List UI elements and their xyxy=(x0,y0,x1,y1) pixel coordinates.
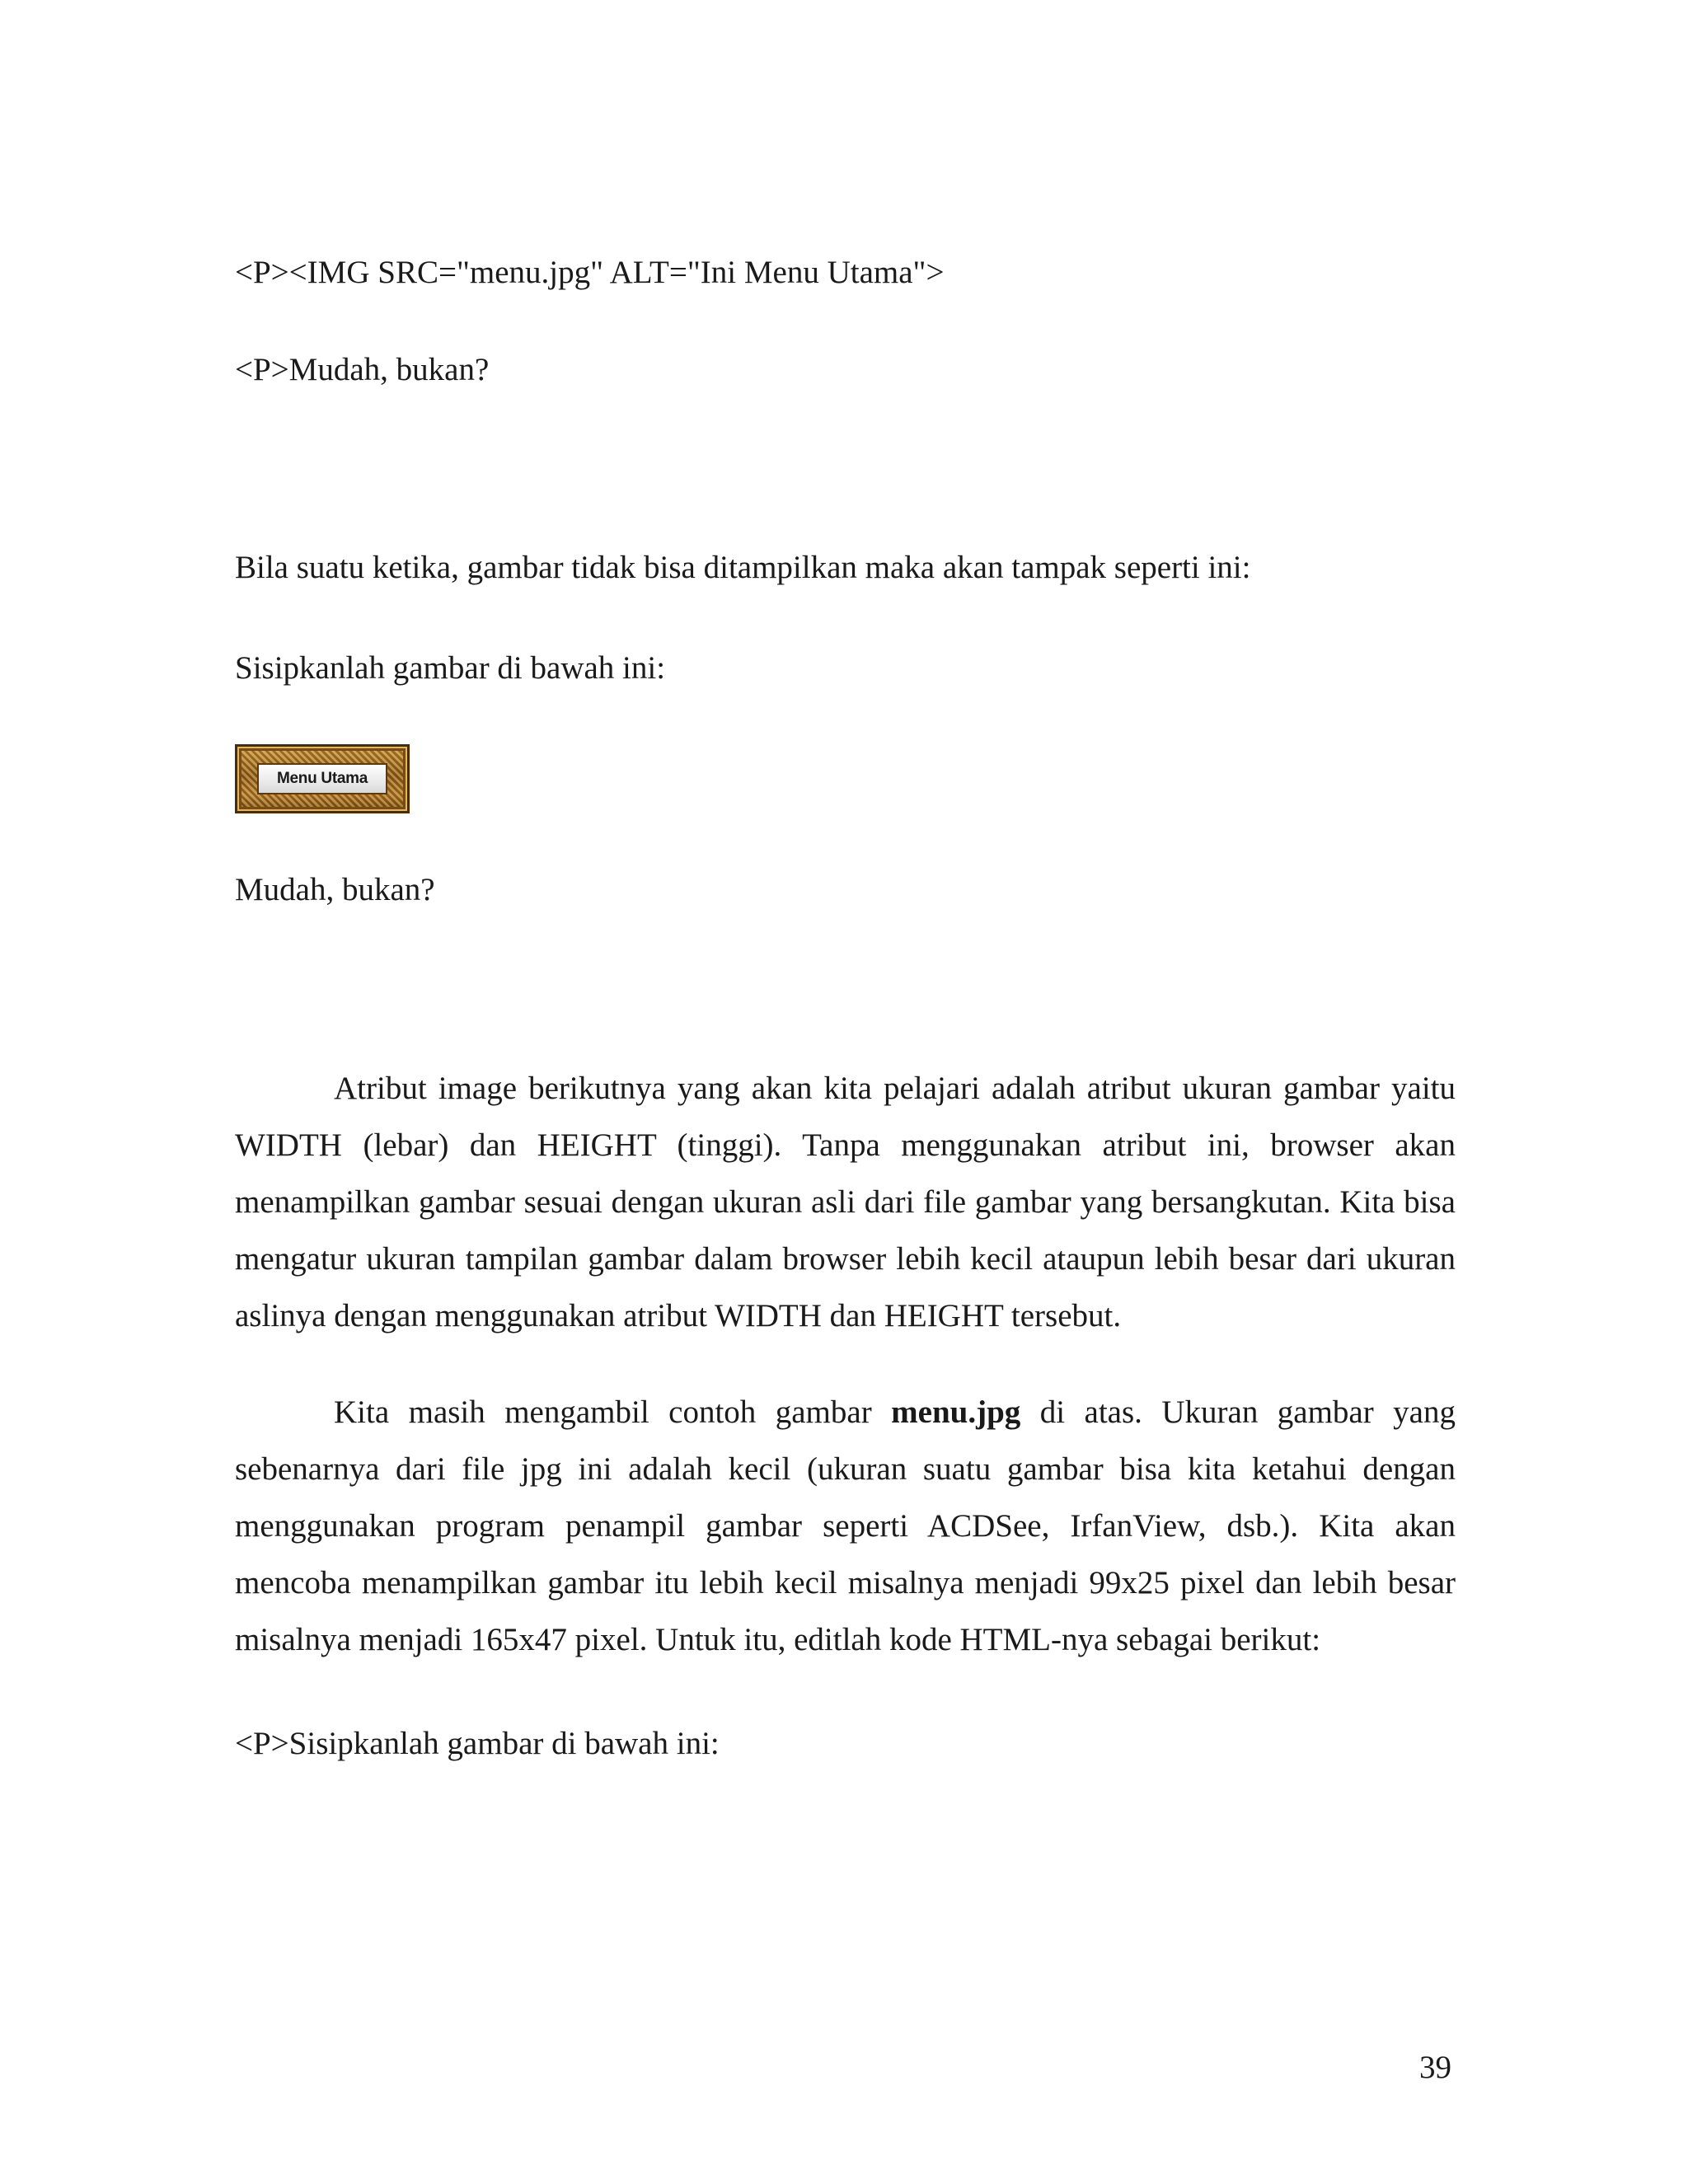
code-line-sisipkanlah: <P>Sisipkanlah gambar di bawah ini: xyxy=(235,1726,720,1761)
paragraph-1-text: Atribut image berikutnya yang akan kita pelajari adalah atribut ukuran gambar yaitu WIDTH (lebar) dan HEIGHT (tinggi). Tanpa menggunakan atribut ini, browser akan menampilkan gambar sesuai dengan ukuran asli dari file gambar yang bersangkutan. Kita bisa mengatur ukuran tampilan gambar dalam browser lebih kecil ataupun lebih besar dari ukuran aslinya dengan menggunakan atribut WIDTH dan HEIGHT tersebut. xyxy=(235,1071,1456,1333)
text-line-sisipkanlah: Sisipkanlah gambar di bawah ini: xyxy=(235,650,666,686)
menu-utama-inner-panel xyxy=(257,763,387,794)
text-line-bila: Bila suatu ketika, gambar tidak bisa ditampilkan maka akan tampak seperti ini: xyxy=(235,550,1251,585)
code-line-img-tag: <P><IMG SRC="menu.jpg" ALT="Ini Menu Utama"> xyxy=(235,255,945,290)
paragraph-2-after: di atas. Ukuran gambar yang sebenarnya dari file jpg ini adalah kecil (ukuran suatu gambar bisa kita ketahui dengan menggunakan program penampil gambar seperti ACDSee, IrfanView, dsb.). Kita akan mencoba menampilkan gambar itu lebih kecil misalnya menjadi 99x25 pixel dan lebih besar misalnya menjadi 165x47 pixel. Untuk itu, editlah kode HTML-nya sebagai berikut: xyxy=(235,1394,1456,1657)
menu-utama-label: Menu Utama xyxy=(277,770,368,787)
paragraph-menu-jpg-example xyxy=(235,1384,1456,1668)
menu-utama-image xyxy=(235,744,410,813)
paragraph-2-before: Kita masih mengambil contoh gambar xyxy=(334,1394,892,1430)
paragraph-2-filename: menu.jpg xyxy=(891,1394,1021,1430)
page-number: 39 xyxy=(1419,2050,1451,2085)
paragraph-width-height xyxy=(235,1060,1456,1344)
text-line-mudah-bukan: Mudah, bukan? xyxy=(235,872,435,907)
code-line-mudah: <P>Mudah, bukan? xyxy=(235,352,490,387)
